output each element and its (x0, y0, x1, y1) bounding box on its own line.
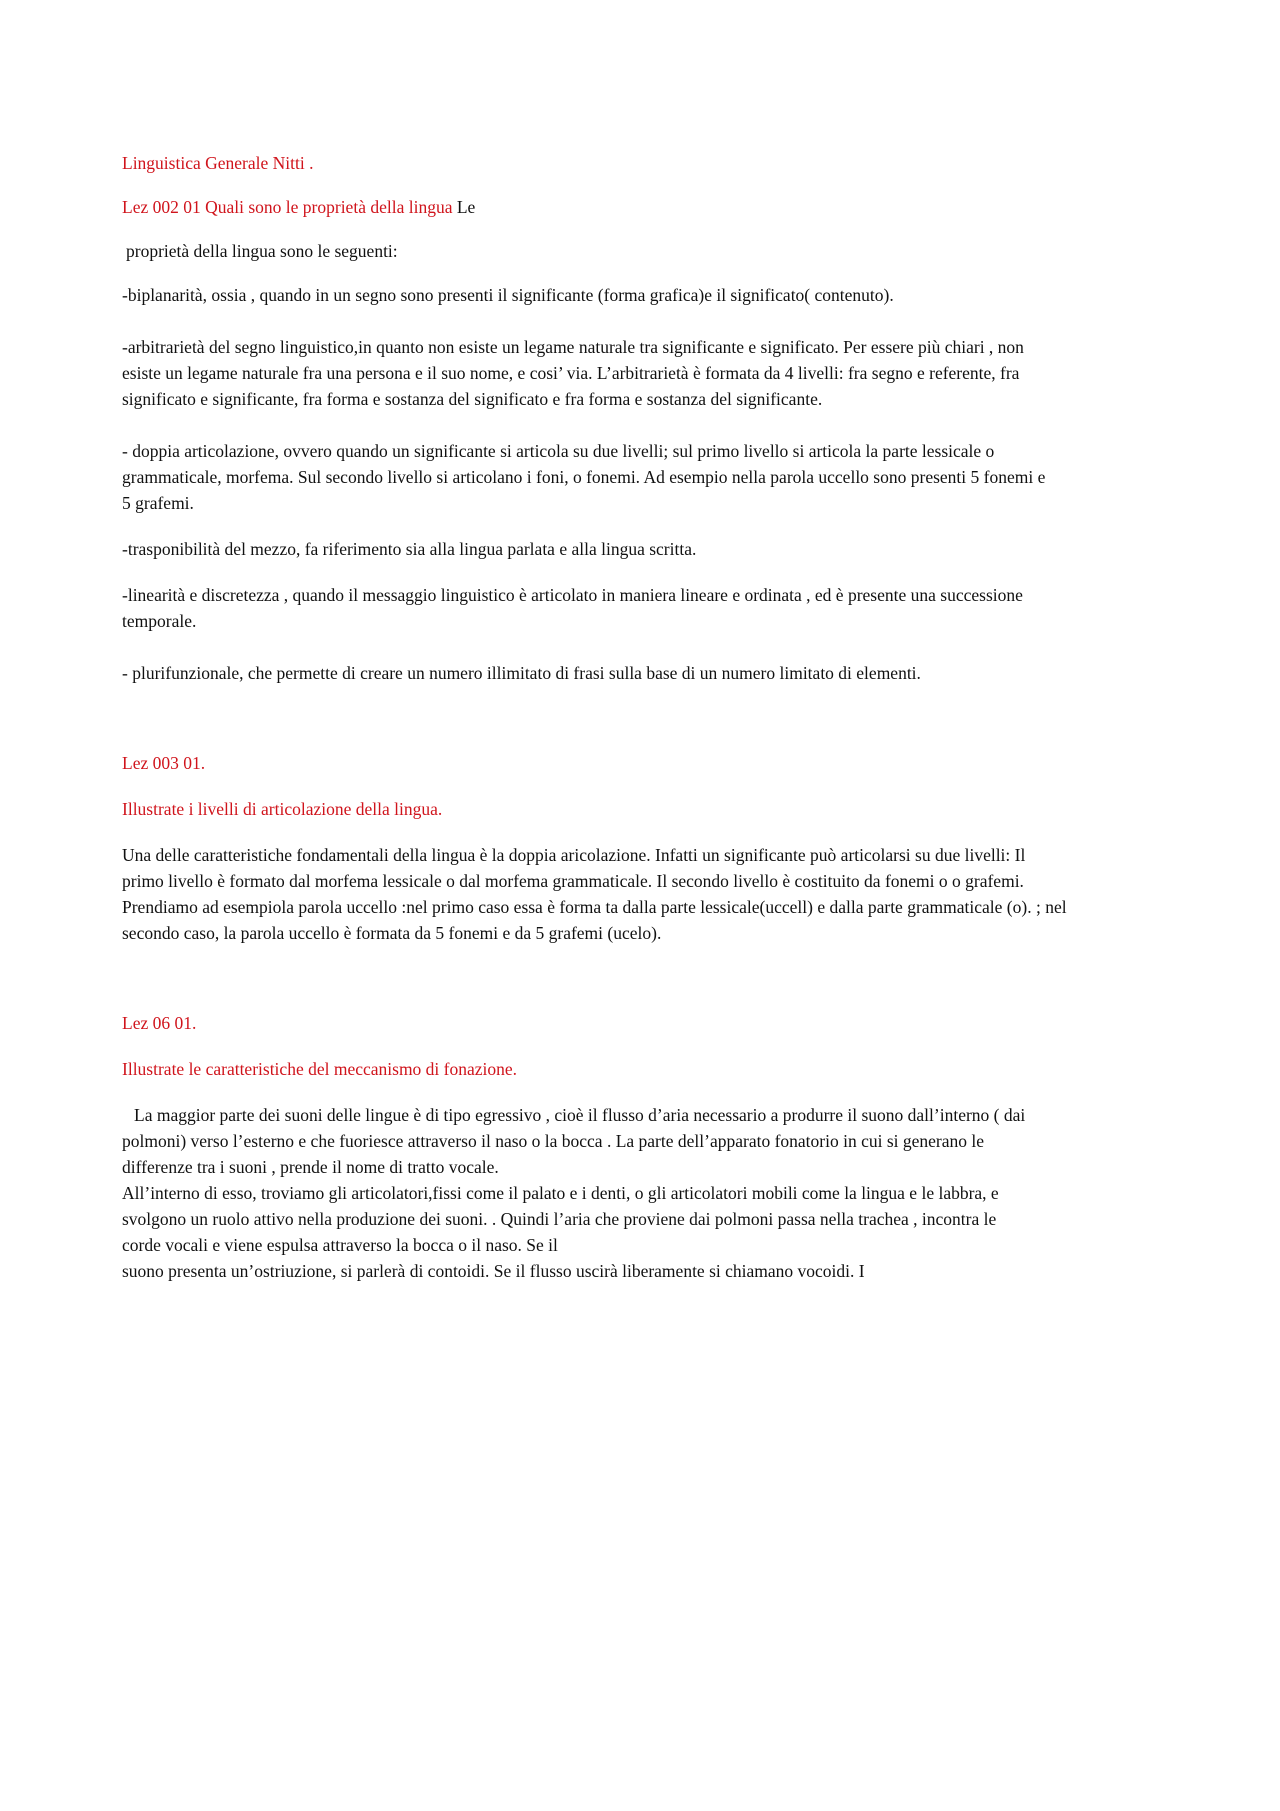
paragraph-line: svolgono un ruolo attivo nella produzione dei suoni. . Quindi l’aria che proviene dai polmoni passa nella trachea , incontra le (122, 1209, 997, 1229)
paragraph-line: primo livello è formato dal morfema lessicale o dal morfema grammaticale. Il secondo livello è costituito da fonemi o o grafemi. (122, 871, 1024, 891)
s3-heading-question: Illustrate le caratteristiche del meccanismo di fonazione. (122, 1059, 518, 1079)
s1-biplanarita: -biplanarità, ossia , quando in un segno sono presenti il significante (forma grafica)e il significato( contenuto). (122, 285, 894, 305)
document-title: Linguistica Generale Nitti . (122, 153, 314, 173)
paragraph-line: secondo caso, la parola uccello è formata da 5 fonemi e da 5 grafemi (ucelo). (122, 923, 662, 943)
s1-arbitrarieta (122, 334, 1178, 412)
s1-intro: proprietà della lingua sono le seguenti: (126, 241, 398, 261)
paragraph-line: significato e significante, fra forma e sostanza del significato e fra forma e sostanza del significante. (122, 389, 823, 409)
s2-answer (122, 842, 1178, 946)
document-page (122, 150, 1178, 1284)
s1-trasponibilita: -trasponibilità del mezzo, fa riferimento sia alla lingua parlata e alla lingua scritta. (122, 539, 697, 559)
paragraph-line: -arbitrarietà del segno linguistico,in quanto non esiste un legame naturale tra significante e significato. Per essere più chiari , non (122, 337, 1024, 357)
paragraph-line: temporale. (122, 611, 197, 631)
s1-heading-tail: Le (452, 197, 476, 217)
paragraph-line: All’interno di esso, troviamo gli articolatori,fissi come il palato e i denti, o gli articolatori mobili come la lingua e le labbra, e (122, 1183, 999, 1203)
paragraph-line: grammaticale, morfema. Sul secondo livello si articolano i foni, o fonemi. Ad esempio nella parola uccello sono presenti 5 fonemi e (122, 467, 1046, 487)
paragraph-line: La maggior parte dei suoni delle lingue è di tipo egressivo , cioè il flusso d’aria necessario a produrre il suono dall’interno ( dai (134, 1105, 1026, 1125)
s2-heading-question: Illustrate i livelli di articolazione della lingua. (122, 799, 443, 819)
paragraph-line: - doppia articolazione, ovvero quando un significante si articola su due livelli; sul primo livello si articola la parte lessicale o (122, 441, 995, 461)
paragraph-line: differenze tra i suoni , prende il nome di tratto vocale. (122, 1157, 499, 1177)
s1-linearita (122, 582, 1178, 634)
paragraph-line: esiste un legame naturale fra una persona e il suo nome, e cosi’ via. L’arbitrarietà è formata da 4 livelli: fra segno e referente, fra (122, 363, 1020, 383)
s3-heading-lesson: Lez 06 01. (122, 1013, 197, 1033)
s3-answer (122, 1102, 1178, 1284)
paragraph-line: corde vocali e viene espulsa attraverso la bocca o il naso. Se il (122, 1235, 558, 1255)
paragraph-line: suono presenta un’ostriuzione, si parlerà di contoidi. Se il flusso uscirà liberamente si chiamano vocoidi. I (122, 1261, 865, 1281)
s1-plurifunzionale: - plurifunzionale, che permette di creare un numero illimitato di frasi sulla base di un numero limitato di elementi. (122, 663, 921, 683)
s1-heading: Lez 002 01 Quali sono le proprietà della lingua (122, 197, 453, 217)
paragraph-line: Una delle caratteristiche fondamentali della lingua è la doppia aricolazione. Infatti un significante può articolarsi su due livelli: Il (122, 845, 1026, 865)
paragraph-line: polmoni) verso l’esterno e che fuoriesce attraverso il naso o la bocca . La parte dell’apparato fonatorio in cui si generano le (122, 1131, 985, 1151)
paragraph-line: 5 grafemi. (122, 493, 194, 513)
paragraph-line: Prendiamo ad esempiola parola uccello :nel primo caso essa è forma ta dalla parte lessicale(uccell) e dalla parte grammaticale (o). ; nel (122, 897, 1067, 917)
s2-heading-lesson: Lez 003 01. (122, 753, 206, 773)
paragraph-line: -linearità e discretezza , quando il messaggio linguistico è articolato in maniera lineare e ordinata , ed è presente una successione (122, 585, 1023, 605)
s1-doppia-articolazione (122, 438, 1178, 516)
s1-heading-line (122, 194, 1178, 220)
